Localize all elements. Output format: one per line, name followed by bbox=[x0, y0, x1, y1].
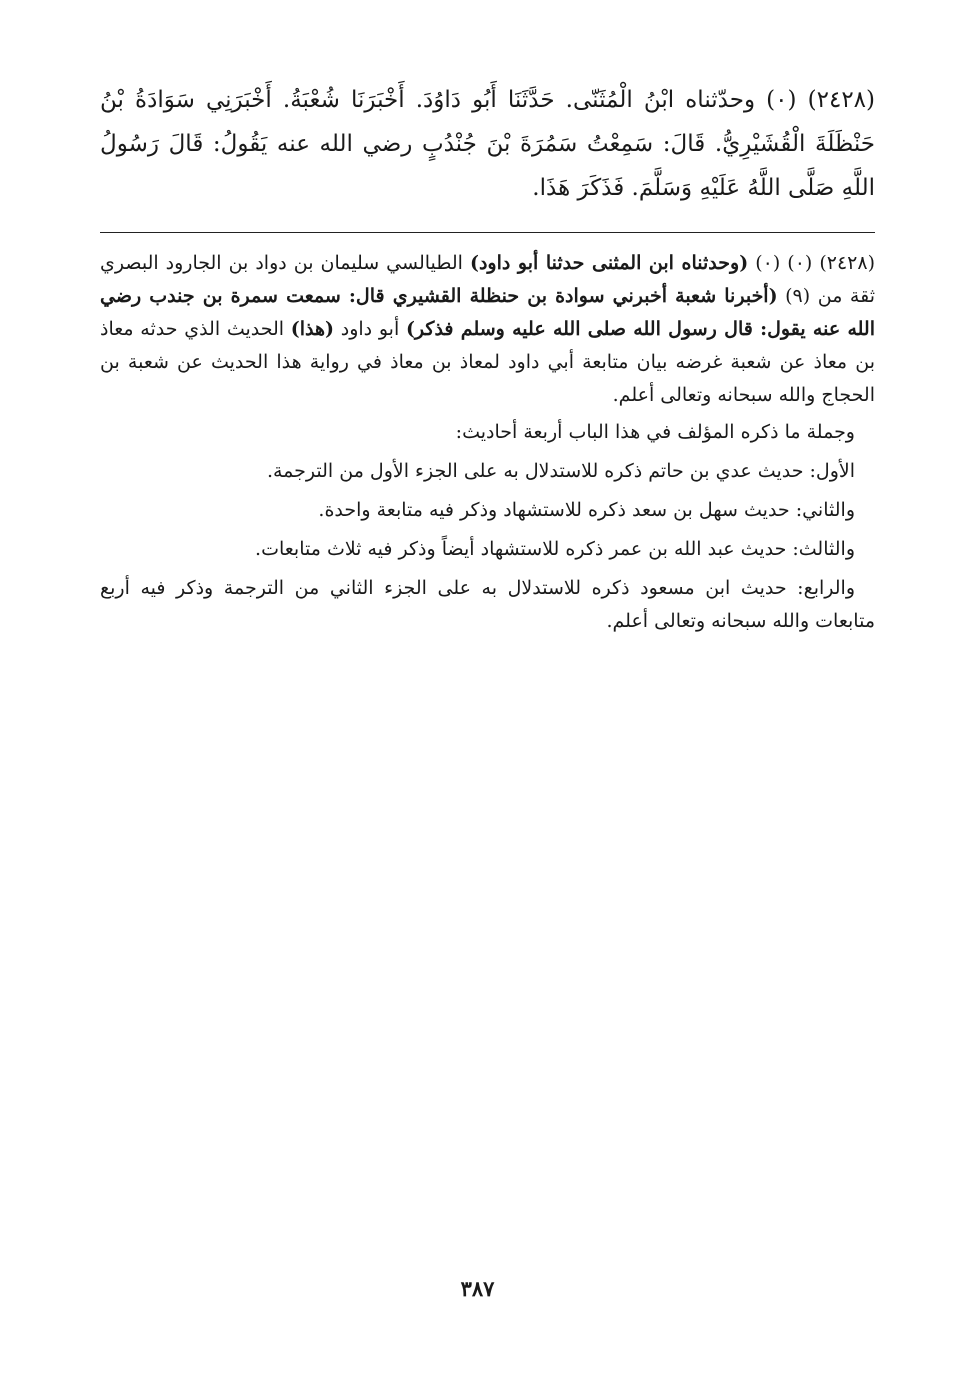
commentary-text-2: أبو داود bbox=[334, 318, 406, 340]
commentary-summary: وجملة ما ذكره المؤلف في هذا الباب أربعة أحاديث: bbox=[455, 421, 855, 443]
commentary bbox=[100, 247, 875, 638]
hadith-number: (٢٤٢٨) bbox=[807, 87, 876, 113]
list-item: والرابع: حديث ابن مسعود ذكره للاستدلال به على الجزء الثاني من الترجمة وذكر فيه أربع متابعات والله سبحانه وتعالى أعلم. bbox=[100, 577, 875, 632]
commentary-bold-3: (هذا) bbox=[290, 318, 335, 340]
footnote-divider bbox=[100, 232, 875, 233]
commentary-bold-2: (أخبرنا شعبة أخبرني سوادة بن حنظلة القشيري قال: سمعت سمرة بن جندب رضي الله عنه يقول: قال رسول الله صلى الله عليه وسلم فذكر) bbox=[100, 285, 875, 340]
commentary-text-1: الطيالسي سليمان بن دواد بن الجارود البصري ثقة من (٩) bbox=[100, 252, 875, 307]
hadith-text bbox=[100, 78, 875, 210]
commentary-paragraph-1 bbox=[100, 247, 875, 412]
list-item: والثالث: حديث عبد الله بن عمر ذكره للاستشهاد أيضاً وذكر فيه ثلاث متابعات. bbox=[255, 538, 855, 560]
commentary-lead: (٢٤٢٨) (٠) (٠) bbox=[748, 252, 876, 274]
page-number: ٣٨٧ bbox=[460, 1276, 495, 1301]
list-item: والثاني: حديث سهل بن سعد ذكره للاستشهاد وذكر فيه متابعة واحدة. bbox=[318, 499, 855, 521]
list-item: الأول: حديث عدي بن حاتم ذكره للاستدلال به على الجزء الأول من الترجمة. bbox=[266, 460, 855, 482]
commentary-text-3: الحديث الذي حدثه معاذ بن معاذ عن شعبة غرضه بيان متابعة أبي داود لمعاذ بن معاذ في رواية هذا الحديث عن شعبة بن الحجاج والله سبحانه وتعالى أعلم. bbox=[100, 318, 875, 406]
page-content bbox=[100, 78, 875, 640]
hadith-body: (٠) وحدّثناه ابْنُ الْمُثَنّى. حَدَّثَنَا أَبُو دَاوُدَ. أَخْبَرَنَا شُعْبَةُ. أَخْبَرَنِي سَوَادَةُ بْنُ حَنْظَلَةَ الْقُشَيْرِيُّ. قَالَ: سَمِعْتُ سَمُرَةَ بْنَ جُنْدُبٍ رضي الله عنه يَقُولُ: قَالَ رَسُولُ اللَّهِ صَلَّى اللَّهُ عَلَيْهِ وَسَلَّمَ. فَذَكَرَ هَذَا. bbox=[100, 87, 875, 201]
commentary-bold-1: (وحدثناه ابن المثنى حدثنا أبو داود) bbox=[469, 252, 749, 274]
